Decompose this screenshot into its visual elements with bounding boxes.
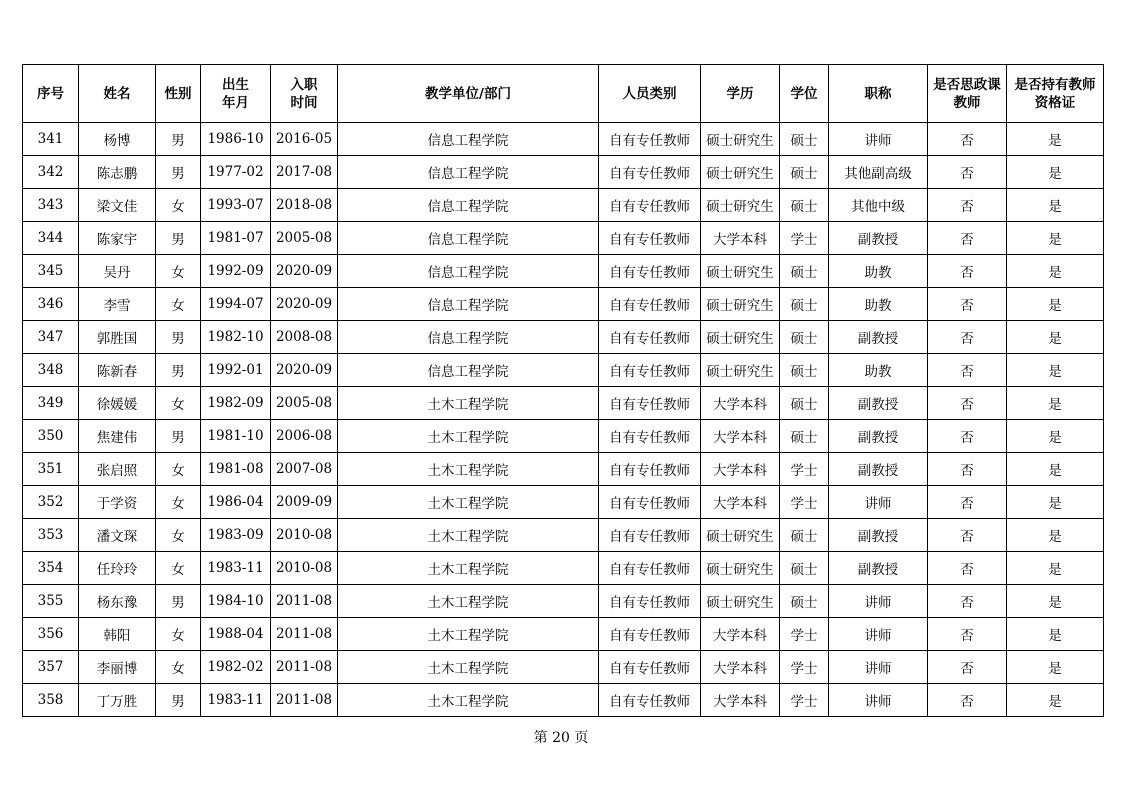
- cell-education: 硕士研究生: [701, 585, 780, 618]
- cell-department: 土木工程学院: [338, 618, 599, 651]
- cell-gender: 女: [156, 453, 201, 486]
- cell-staff-category: 自有专任教师: [599, 288, 701, 321]
- cell-birth: 1994-07: [201, 288, 271, 321]
- cell-hire-date: 2018-08: [271, 189, 338, 222]
- cell-hire-date: 2020-09: [271, 354, 338, 387]
- cell-staff-category: 自有专任教师: [599, 651, 701, 684]
- table-row: [23, 420, 1104, 453]
- cell-degree: 学士: [780, 453, 829, 486]
- cell-staff-category: 自有专任教师: [599, 486, 701, 519]
- cell-degree: 硕士: [780, 387, 829, 420]
- cell-staff-category: 自有专任教师: [599, 387, 701, 420]
- staff-table-container: [22, 64, 1103, 717]
- cell-degree: 硕士: [780, 321, 829, 354]
- cell-seq: 349: [23, 387, 79, 420]
- cell-gender: 女: [156, 552, 201, 585]
- cell-degree: 硕士: [780, 420, 829, 453]
- cell-teacher-certificate: 是: [1007, 189, 1104, 222]
- cell-education: 硕士研究生: [701, 354, 780, 387]
- cell-staff-category: 自有专任教师: [599, 420, 701, 453]
- cell-title: 助教: [829, 288, 928, 321]
- header-title: 职称: [829, 65, 928, 123]
- cell-department: 信息工程学院: [338, 123, 599, 156]
- cell-staff-category: 自有专任教师: [599, 321, 701, 354]
- cell-name: 焦建伟: [79, 420, 156, 453]
- header-department: 教学单位/部门: [338, 65, 599, 123]
- cell-degree: 硕士: [780, 552, 829, 585]
- cell-title: 副教授: [829, 453, 928, 486]
- cell-degree: 硕士: [780, 255, 829, 288]
- table-row: [23, 651, 1104, 684]
- cell-seq: 356: [23, 618, 79, 651]
- cell-birth: 1977-02: [201, 156, 271, 189]
- cell-birth: 1981-10: [201, 420, 271, 453]
- cell-birth: 1992-01: [201, 354, 271, 387]
- cell-gender: 女: [156, 387, 201, 420]
- cell-name: 于学资: [79, 486, 156, 519]
- cell-hire-date: 2010-08: [271, 519, 338, 552]
- cell-hire-date: 2011-08: [271, 618, 338, 651]
- cell-hire-date: 2011-08: [271, 684, 338, 717]
- cell-education: 硕士研究生: [701, 321, 780, 354]
- header-birth: 出生 年月: [201, 65, 271, 123]
- cell-ideology-teacher: 否: [928, 486, 1007, 519]
- cell-seq: 344: [23, 222, 79, 255]
- cell-seq: 358: [23, 684, 79, 717]
- cell-ideology-teacher: 否: [928, 189, 1007, 222]
- cell-name: 潘文琛: [79, 519, 156, 552]
- cell-department: 土木工程学院: [338, 387, 599, 420]
- cell-education: 硕士研究生: [701, 552, 780, 585]
- cell-name: 陈志鹏: [79, 156, 156, 189]
- cell-education: 硕士研究生: [701, 255, 780, 288]
- cell-education: 硕士研究生: [701, 189, 780, 222]
- cell-teacher-certificate: 是: [1007, 354, 1104, 387]
- cell-hire-date: 2007-08: [271, 453, 338, 486]
- cell-birth: 1981-08: [201, 453, 271, 486]
- cell-department: 信息工程学院: [338, 288, 599, 321]
- cell-ideology-teacher: 否: [928, 684, 1007, 717]
- cell-degree: 学士: [780, 684, 829, 717]
- cell-seq: 342: [23, 156, 79, 189]
- cell-gender: 男: [156, 222, 201, 255]
- table-row: [23, 222, 1104, 255]
- cell-department: 土木工程学院: [338, 453, 599, 486]
- cell-staff-category: 自有专任教师: [599, 585, 701, 618]
- cell-staff-category: 自有专任教师: [599, 453, 701, 486]
- cell-birth: 1983-09: [201, 519, 271, 552]
- table-row: [23, 387, 1104, 420]
- cell-teacher-certificate: 是: [1007, 618, 1104, 651]
- table-row: [23, 189, 1104, 222]
- cell-gender: 女: [156, 189, 201, 222]
- cell-teacher-certificate: 是: [1007, 552, 1104, 585]
- cell-name: 吴丹: [79, 255, 156, 288]
- cell-ideology-teacher: 否: [928, 156, 1007, 189]
- cell-teacher-certificate: 是: [1007, 651, 1104, 684]
- cell-seq: 346: [23, 288, 79, 321]
- cell-education: 大学本科: [701, 453, 780, 486]
- cell-department: 信息工程学院: [338, 156, 599, 189]
- cell-title: 讲师: [829, 684, 928, 717]
- cell-staff-category: 自有专任教师: [599, 552, 701, 585]
- cell-birth: 1983-11: [201, 552, 271, 585]
- cell-teacher-certificate: 是: [1007, 156, 1104, 189]
- table-row: [23, 684, 1104, 717]
- cell-staff-category: 自有专任教师: [599, 156, 701, 189]
- cell-name: 陈新春: [79, 354, 156, 387]
- cell-department: 土木工程学院: [338, 519, 599, 552]
- table-row: [23, 354, 1104, 387]
- cell-title: 副教授: [829, 420, 928, 453]
- cell-seq: 341: [23, 123, 79, 156]
- cell-gender: 男: [156, 123, 201, 156]
- cell-birth: 1993-07: [201, 189, 271, 222]
- cell-title: 讲师: [829, 585, 928, 618]
- cell-staff-category: 自有专任教师: [599, 354, 701, 387]
- table-header-row: [23, 65, 1104, 123]
- cell-name: 任玲玲: [79, 552, 156, 585]
- cell-gender: 女: [156, 288, 201, 321]
- cell-degree: 学士: [780, 222, 829, 255]
- cell-name: 杨博: [79, 123, 156, 156]
- cell-seq: 354: [23, 552, 79, 585]
- cell-title: 助教: [829, 354, 928, 387]
- table-row: [23, 552, 1104, 585]
- cell-department: 土木工程学院: [338, 486, 599, 519]
- cell-degree: 硕士: [780, 189, 829, 222]
- cell-education: 硕士研究生: [701, 288, 780, 321]
- cell-staff-category: 自有专任教师: [599, 123, 701, 156]
- table-row: [23, 453, 1104, 486]
- table-row: [23, 585, 1104, 618]
- cell-department: 土木工程学院: [338, 585, 599, 618]
- cell-title: 副教授: [829, 321, 928, 354]
- cell-ideology-teacher: 否: [928, 552, 1007, 585]
- cell-title: 其他副高级: [829, 156, 928, 189]
- cell-title: 其他中级: [829, 189, 928, 222]
- cell-teacher-certificate: 是: [1007, 321, 1104, 354]
- cell-title: 副教授: [829, 552, 928, 585]
- cell-hire-date: 2020-09: [271, 255, 338, 288]
- table-row: [23, 123, 1104, 156]
- cell-birth: 1982-09: [201, 387, 271, 420]
- cell-teacher-certificate: 是: [1007, 585, 1104, 618]
- cell-hire-date: 2017-08: [271, 156, 338, 189]
- staff-table: [22, 64, 1104, 717]
- cell-gender: 男: [156, 354, 201, 387]
- cell-birth: 1988-04: [201, 618, 271, 651]
- cell-education: 大学本科: [701, 222, 780, 255]
- table-row: [23, 321, 1104, 354]
- cell-name: 李丽博: [79, 651, 156, 684]
- cell-seq: 350: [23, 420, 79, 453]
- cell-education: 硕士研究生: [701, 123, 780, 156]
- cell-ideology-teacher: 否: [928, 354, 1007, 387]
- header-name: 姓名: [79, 65, 156, 123]
- cell-department: 信息工程学院: [338, 321, 599, 354]
- header-degree: 学位: [780, 65, 829, 123]
- cell-degree: 硕士: [780, 585, 829, 618]
- cell-hire-date: 2008-08: [271, 321, 338, 354]
- cell-name: 梁文佳: [79, 189, 156, 222]
- cell-ideology-teacher: 否: [928, 453, 1007, 486]
- header-gender: 性别: [156, 65, 201, 123]
- cell-staff-category: 自有专任教师: [599, 519, 701, 552]
- cell-teacher-certificate: 是: [1007, 684, 1104, 717]
- cell-title: 助教: [829, 255, 928, 288]
- table-body: [23, 123, 1104, 717]
- header-education: 学历: [701, 65, 780, 123]
- cell-department: 信息工程学院: [338, 255, 599, 288]
- cell-ideology-teacher: 否: [928, 420, 1007, 453]
- cell-education: 大学本科: [701, 420, 780, 453]
- cell-staff-category: 自有专任教师: [599, 255, 701, 288]
- cell-title: 副教授: [829, 222, 928, 255]
- cell-gender: 女: [156, 255, 201, 288]
- cell-education: 大学本科: [701, 684, 780, 717]
- cell-birth: 1992-09: [201, 255, 271, 288]
- cell-seq: 343: [23, 189, 79, 222]
- cell-seq: 347: [23, 321, 79, 354]
- cell-hire-date: 2011-08: [271, 585, 338, 618]
- cell-birth: 1983-11: [201, 684, 271, 717]
- cell-hire-date: 2016-05: [271, 123, 338, 156]
- cell-education: 硕士研究生: [701, 156, 780, 189]
- cell-birth: 1982-10: [201, 321, 271, 354]
- header-seq: 序号: [23, 65, 79, 123]
- cell-staff-category: 自有专任教师: [599, 222, 701, 255]
- cell-education: 大学本科: [701, 486, 780, 519]
- cell-gender: 男: [156, 684, 201, 717]
- cell-name: 韩阳: [79, 618, 156, 651]
- cell-title: 讲师: [829, 618, 928, 651]
- cell-name: 丁万胜: [79, 684, 156, 717]
- cell-teacher-certificate: 是: [1007, 387, 1104, 420]
- cell-birth: 1981-07: [201, 222, 271, 255]
- cell-degree: 学士: [780, 486, 829, 519]
- cell-name: 陈家宇: [79, 222, 156, 255]
- cell-gender: 男: [156, 420, 201, 453]
- cell-department: 信息工程学院: [338, 189, 599, 222]
- cell-teacher-certificate: 是: [1007, 123, 1104, 156]
- cell-teacher-certificate: 是: [1007, 288, 1104, 321]
- cell-ideology-teacher: 否: [928, 585, 1007, 618]
- table-row: [23, 156, 1104, 189]
- cell-staff-category: 自有专任教师: [599, 684, 701, 717]
- cell-degree: 学士: [780, 618, 829, 651]
- cell-ideology-teacher: 否: [928, 321, 1007, 354]
- cell-birth: 1984-10: [201, 585, 271, 618]
- cell-name: 张启照: [79, 453, 156, 486]
- cell-hire-date: 2010-08: [271, 552, 338, 585]
- cell-name: 郭胜国: [79, 321, 156, 354]
- cell-department: 信息工程学院: [338, 222, 599, 255]
- cell-staff-category: 自有专任教师: [599, 618, 701, 651]
- cell-seq: 345: [23, 255, 79, 288]
- cell-ideology-teacher: 否: [928, 288, 1007, 321]
- cell-hire-date: 2006-08: [271, 420, 338, 453]
- cell-gender: 男: [156, 585, 201, 618]
- cell-name: 徐媛媛: [79, 387, 156, 420]
- cell-staff-category: 自有专任教师: [599, 189, 701, 222]
- cell-degree: 硕士: [780, 354, 829, 387]
- cell-seq: 355: [23, 585, 79, 618]
- table-row: [23, 618, 1104, 651]
- cell-ideology-teacher: 否: [928, 222, 1007, 255]
- cell-gender: 男: [156, 156, 201, 189]
- cell-department: 土木工程学院: [338, 684, 599, 717]
- cell-birth: 1986-04: [201, 486, 271, 519]
- cell-hire-date: 2005-08: [271, 222, 338, 255]
- cell-ideology-teacher: 否: [928, 255, 1007, 288]
- cell-hire-date: 2011-08: [271, 651, 338, 684]
- cell-seq: 352: [23, 486, 79, 519]
- cell-education: 大学本科: [701, 387, 780, 420]
- cell-teacher-certificate: 是: [1007, 486, 1104, 519]
- cell-ideology-teacher: 否: [928, 387, 1007, 420]
- header-ideology-teacher: 是否思政课 教师: [928, 65, 1007, 123]
- cell-gender: 男: [156, 321, 201, 354]
- header-teacher-certificate: 是否持有教师 资格证: [1007, 65, 1104, 123]
- cell-title: 讲师: [829, 123, 928, 156]
- cell-department: 信息工程学院: [338, 354, 599, 387]
- cell-hire-date: 2020-09: [271, 288, 338, 321]
- table-row: [23, 288, 1104, 321]
- cell-department: 土木工程学院: [338, 651, 599, 684]
- cell-title: 讲师: [829, 486, 928, 519]
- cell-birth: 1986-10: [201, 123, 271, 156]
- cell-degree: 硕士: [780, 288, 829, 321]
- cell-education: 大学本科: [701, 618, 780, 651]
- cell-hire-date: 2009-09: [271, 486, 338, 519]
- cell-degree: 硕士: [780, 519, 829, 552]
- cell-teacher-certificate: 是: [1007, 420, 1104, 453]
- cell-department: 土木工程学院: [338, 552, 599, 585]
- cell-name: 杨东豫: [79, 585, 156, 618]
- cell-education: 大学本科: [701, 651, 780, 684]
- cell-ideology-teacher: 否: [928, 618, 1007, 651]
- cell-ideology-teacher: 否: [928, 651, 1007, 684]
- cell-gender: 女: [156, 486, 201, 519]
- cell-gender: 女: [156, 519, 201, 552]
- header-hire-date: 入职 时间: [271, 65, 338, 123]
- cell-teacher-certificate: 是: [1007, 255, 1104, 288]
- table-row: [23, 486, 1104, 519]
- cell-degree: 硕士: [780, 123, 829, 156]
- table-row: [23, 255, 1104, 288]
- cell-hire-date: 2005-08: [271, 387, 338, 420]
- page-number: 第 20 页: [533, 730, 589, 746]
- cell-title: 副教授: [829, 387, 928, 420]
- cell-birth: 1982-02: [201, 651, 271, 684]
- cell-gender: 女: [156, 651, 201, 684]
- cell-department: 土木工程学院: [338, 420, 599, 453]
- cell-education: 硕士研究生: [701, 519, 780, 552]
- cell-degree: 学士: [780, 651, 829, 684]
- cell-ideology-teacher: 否: [928, 123, 1007, 156]
- cell-degree: 硕士: [780, 156, 829, 189]
- cell-seq: 351: [23, 453, 79, 486]
- cell-ideology-teacher: 否: [928, 519, 1007, 552]
- cell-name: 李雪: [79, 288, 156, 321]
- table-row: [23, 519, 1104, 552]
- cell-seq: 357: [23, 651, 79, 684]
- header-staff-category: 人员类别: [599, 65, 701, 123]
- cell-title: 副教授: [829, 519, 928, 552]
- cell-gender: 女: [156, 618, 201, 651]
- cell-teacher-certificate: 是: [1007, 453, 1104, 486]
- cell-teacher-certificate: 是: [1007, 222, 1104, 255]
- cell-teacher-certificate: 是: [1007, 519, 1104, 552]
- cell-seq: 353: [23, 519, 79, 552]
- cell-seq: 348: [23, 354, 79, 387]
- cell-title: 讲师: [829, 651, 928, 684]
